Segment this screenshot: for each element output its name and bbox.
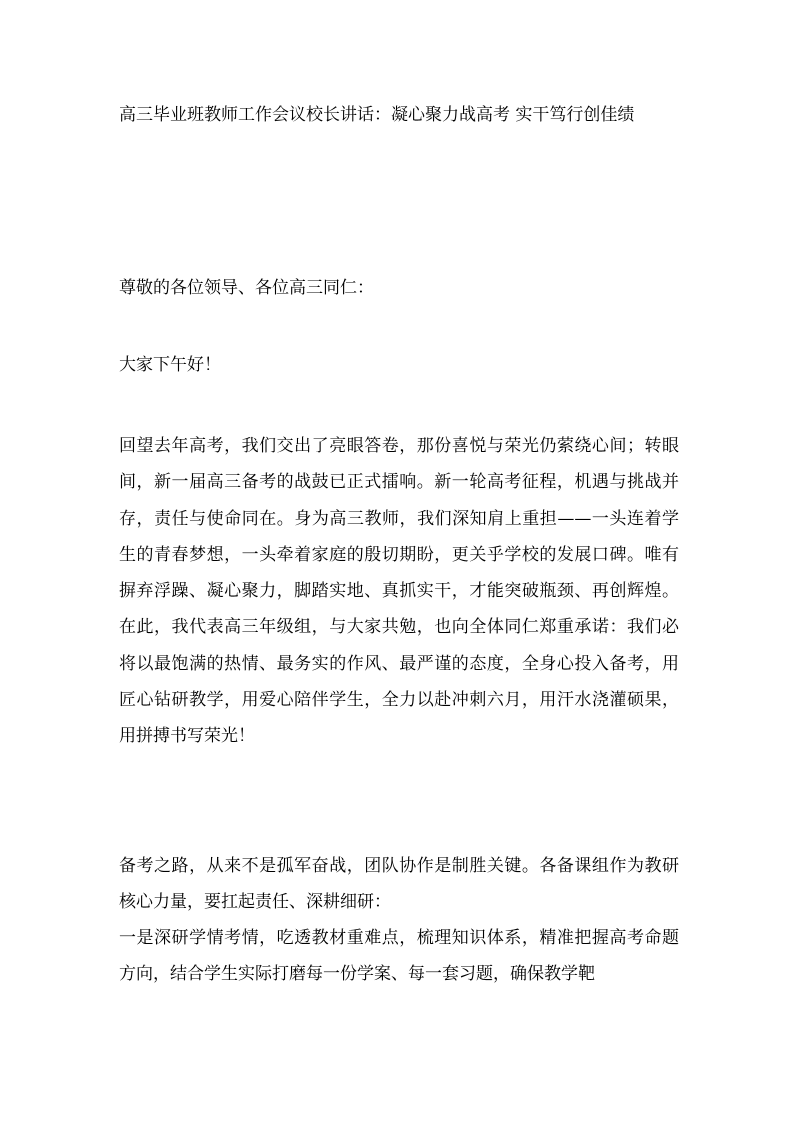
paragraph-2-point-1: 一是深研学情考情，吃透教材重难点，梳理知识体系，精准把握高考命题方向，结合学生实际打磨每一份学案、每一套习题，确保教学靶 <box>119 928 679 984</box>
greeting: 大家下午好！ <box>119 355 221 375</box>
salutation: 尊敬的各位领导、各位高三同仁： <box>119 278 374 298</box>
document-title: 高三毕业班教师工作会议校长讲话：凝心聚力战高考 实干笃行创佳绩 <box>119 105 635 125</box>
paragraph-1: 回望去年高考，我们交出了亮眼答卷，那份喜悦与荣光仍萦绕心间；转眼间，新一届高三备考的战鼓已正式擂响。新一轮高考征程，机遇与挑战并存，责任与使命同在。身为高三教师，我们深知肩上重担——一头连着学生的青春梦想，一头牵着家庭的殷切期盼，更关乎学校的发展口碑。唯有摒弃浮躁、凝心聚力，脚踏实地、真抓实干，才能突破瓶颈、再创辉煌。在此，我代表高三年级组，与大家共勉，也向全体同仁郑重承诺：我们必将以最饱满的热情、最务实的作风、最严谨的态度，全身心投入备考，用匠心钻研教学，用爱心陪伴学生，全力以赴冲刺六月，用汗水浇灌硕果，用拼搏书写荣光！ <box>119 436 679 747</box>
paragraph-2-intro: 备考之路，从来不是孤军奋战，团队协作是制胜关键。各备课组作为教研核心力量，要扛起责任、深耕细研： <box>119 856 679 912</box>
paragraph-2 <box>119 848 679 992</box>
